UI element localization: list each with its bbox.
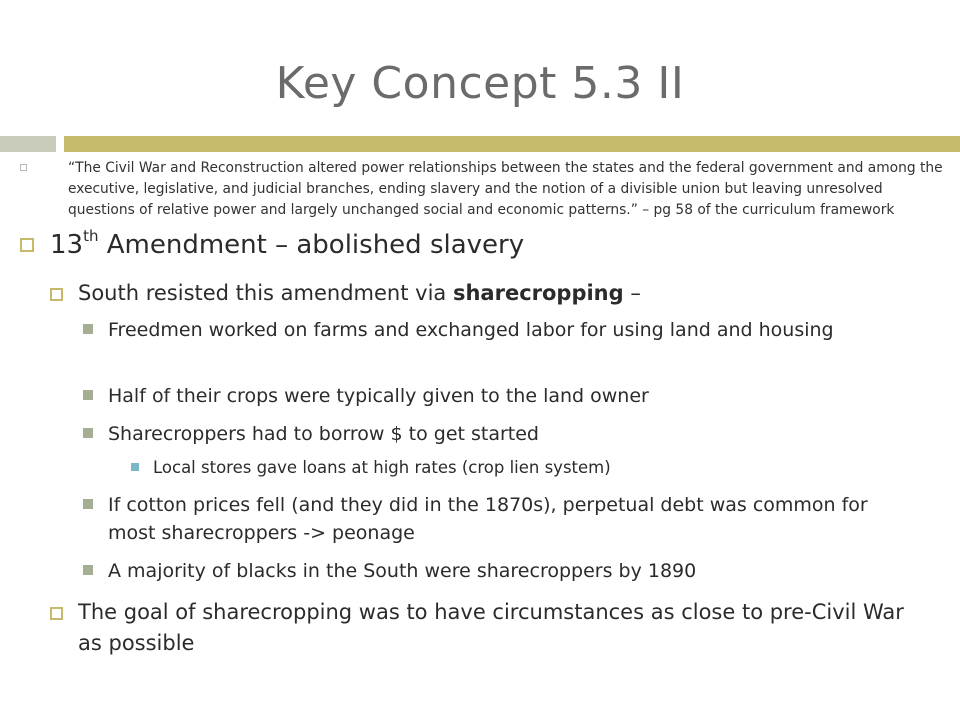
quote-text: “The Civil War and Reconstruction altered power relationships between the states and the federal government and among the executive, legislative, and judicial branches, ending slavery and the notion of a divisible union but leaving unresolved questions of relative power and largely unchanged social and economic patterns.” – pg 58 of the curriculum framework <box>68 160 943 218</box>
sub-bullet-text: Sharecroppers had to borrow $ to get started <box>108 423 539 445</box>
square-bullet-icon <box>50 607 63 620</box>
sub-bullet-text: If cotton prices fell (and they did in the 1870s), perpetual debt was common for most sharecroppers -> peonage <box>108 494 868 544</box>
sub-sub-bullet-text: Local stores gave loans at high rates (crop lien system) <box>153 458 611 477</box>
sub-bullet-borrow <box>83 420 873 448</box>
ordinal-suffix: th <box>83 227 99 246</box>
filled-square-bullet-icon <box>83 324 93 334</box>
filled-square-bullet-icon <box>131 463 139 471</box>
filled-square-bullet-icon <box>83 428 93 438</box>
sub-sub-bullet-local-stores <box>131 456 781 480</box>
filled-square-bullet-icon <box>83 390 93 400</box>
sub-bullet-majority <box>83 557 873 585</box>
sub-bullet-text: A majority of blacks in the South were sharecroppers by 1890 <box>108 560 697 582</box>
filled-square-bullet-icon <box>83 499 93 509</box>
title-divider-gold <box>64 136 960 152</box>
hollow-square-bullet-icon <box>20 164 27 171</box>
bullet-goal-sharecropping <box>50 597 920 659</box>
framework-quote <box>20 158 945 221</box>
bold-term: sharecropping <box>452 281 624 305</box>
bullet-text-end: – <box>623 281 641 305</box>
hollow-square-bullet-icon <box>20 238 34 252</box>
title-divider-gray <box>0 136 56 152</box>
sub-bullet-text: Half of their crops were typically given to the land owner <box>108 385 649 407</box>
filled-square-bullet-icon <box>83 565 93 575</box>
amendment-description: Amendment – abolished slavery <box>98 230 525 260</box>
sub-bullet-text: Freedmen worked on farms and exchanged labor for using land and housing <box>108 319 834 341</box>
bullet-text: South resisted this amendment via <box>78 281 453 305</box>
bullet-13th-amendment <box>20 226 940 264</box>
slide-title: Key Concept 5.3 II <box>275 58 685 109</box>
sub-bullet-half-crops <box>83 382 873 410</box>
square-bullet-icon <box>50 288 63 301</box>
sub-bullet-freedmen <box>83 316 873 344</box>
bullet-text: The goal of sharecropping was to have circumstances as close to pre-Civil War as possible <box>78 600 904 655</box>
bullet-south-resisted <box>50 278 920 309</box>
amendment-number: 13 <box>50 230 84 260</box>
sub-bullet-cotton-prices <box>83 491 873 547</box>
